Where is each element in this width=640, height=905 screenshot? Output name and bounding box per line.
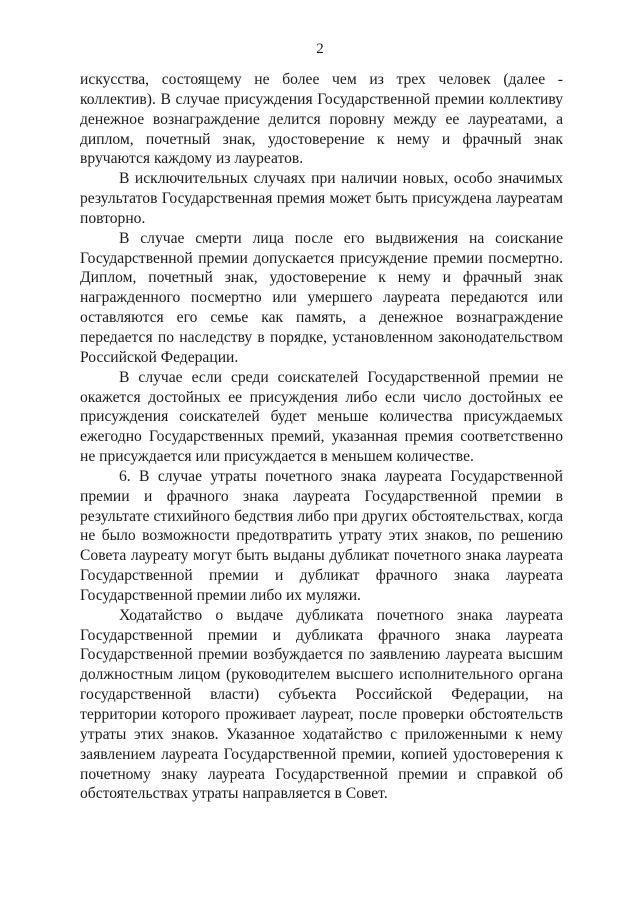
paragraph-1: искусства, состоящему не более чем из трех человек (далее - коллектив). В случае присуждения Государственной премии коллективу денежное вознаграждение делится поровну между ее лауреатами, а диплом, почетный знак, удостоверение к нему и фрачный знак вручаются каждому из лауреатов.	[80, 71, 563, 168]
document-body	[80, 70, 563, 804]
paragraph-2: В исключительных случаях при наличии новых, особо значимых результатов Государственная премия может быть присуждена лауреатам повторно.	[80, 170, 563, 227]
page-number: 2	[316, 41, 324, 57]
paragraph-6: Ходатайство о выдаче дубликата почетного знака лауреата Государственной премии и дубликата фрачного знака лауреата Государственной премии возбуждается по заявлению лауреата высшим должностным лицом (руководителем высшего исполнительного органа государственной власти) субъекта Российской Федерации, на территории которого проживает лауреат, после проверки обстоятельств утраты этих знаков. Указанное ходатайство с приложенными к нему заявлением лауреата Государственной премии, копией удостоверения к почетному знаку лауреата Государственной премии и справкой об обстоятельствах утраты направляется в Совет.	[80, 606, 563, 803]
paragraph-5: 6. В случае утраты почетного знака лауреата Государственной премии и фрачного знака лауреата Государственной премии в результате стихийного бедствия либо при других обстоятельствах, когда не было возможности предотвратить утрату этих знаков, по решению Совета лауреату могут быть выданы дубликат почетного знака лауреата Государственной премии и дубликат фрачного знака лауреата Государственной премии либо их муляжи.	[80, 467, 563, 604]
paragraph-4: В случае если среди соискателей Государственной премии не окажется достойных ее присуждения либо если число достойных ее присуждения соискателей будет меньше количества присуждаемых ежегодно Государственных премий, указанная премия соответственно не присуждается или присуждается в меньшем количестве.	[80, 368, 563, 466]
paragraph-3: В случае смерти лица после его выдвижения на соискание Государственной премии допускается присуждение премии посмертно. Диплом, почетный знак, удостоверение к нему и фрачный знак награжденного посмертно или умершего лауреата передаются или оставляются его семье как память, а денежное вознаграждение передается по наследству в порядке, установленном законодательством Российской Федерации.	[80, 229, 563, 366]
